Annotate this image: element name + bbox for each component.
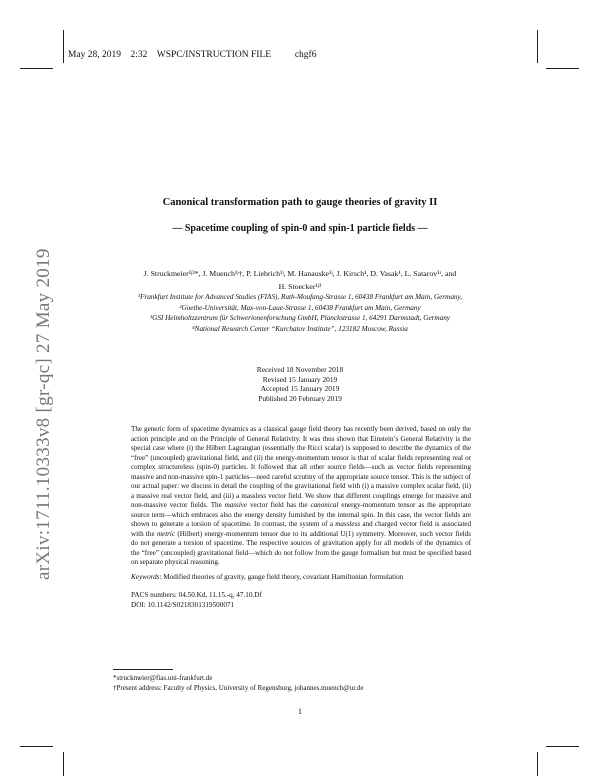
abstract-emphasis: massless	[335, 520, 361, 528]
authors-line: H. Stoecker¹ʲ³	[278, 282, 322, 291]
crop-mark	[546, 68, 579, 69]
date-published: Published 20 February 2019	[258, 393, 342, 403]
abstract-text: (Hilbert) energy-momentum tensor due to its additional U(1) symmetry. Moreover, such vector fields do not generate a torsion of spacetime. The respective sources of gravitation apply for all models of the dynamics of the “free” (uncoupled) gravitational field—which do not follow from the gauge formalism but must be specified based on separate physical reasoning.	[131, 529, 471, 566]
date-revised: Revised 15 January 2019	[262, 374, 338, 384]
date-received: Received 18 November 2018	[256, 365, 344, 374]
affiliation: ¹Frankfurt Institute for Advanced Studies (FIAS), Ruth-Moufang-Strasse 1, 60438 Frankfurt am Main, Germany,	[137, 293, 463, 301]
affiliation: ³GSI Helmholtzzentrum für Schwerionenforschung GmbH, Planckstrasse 1, 64291 Darmstadt, Germany	[149, 314, 450, 322]
pacs-numbers: PACS numbers: 04.50.Kd, 11.15.-q, 47.10.Df	[131, 591, 262, 599]
crop-mark	[63, 752, 64, 776]
affiliation: ⁴National Research Center “Kurchatov Institute”, 123182 Moscow, Russia	[192, 324, 408, 333]
page-number: 1	[298, 707, 302, 716]
footnote-email: *struckmeier@fias.uni-frankfurt.de	[113, 674, 213, 682]
publication-dates	[0, 365, 600, 403]
abstract-text: The generic form of spacetime dynamics as a classical gauge field theory has recently been derived, based on only the action principle and on the Principle of General Relativity. It was thus shown that Einstein’s General Relativity is the special case where (i) the Hilbert Lagrangian (essentially the Ricci scalar) is supposed to describe the dynamics of the “free” (uncoupled) gravitational field, and (ii) the energy-momentum tensor is that of scalar fields representing real or complex structureless (spin-0) particles. It followed that all other source fields—such as vector fields representing massive and non-massive spin-1 particles—need careful scrutiny of the appropriate source tensor. This is the subject of our actual paper: we discuss in detail the coupling of the gravitational field with (i) a massive complex scalar field, (ii) a massive real vector field, and (iii) a massless vector field. We show that different couplings emerge for massive and non-massive vector fields. The	[131, 425, 471, 509]
crop-mark	[546, 746, 579, 747]
paper-subtitle: — Spacetime coupling of spin-0 and spin-1 particle fields —	[172, 223, 428, 234]
affiliation: ²Goethe-Universität, Max-von-Laue-Strasse 1, 60438 Frankfurt am Main, Germany	[179, 303, 421, 312]
abstract	[131, 425, 471, 568]
keywords-text: : Modified theories of gravity, gauge field theory, covariant Hamiltonian formulation	[159, 573, 404, 581]
affiliations	[100, 292, 500, 334]
header-label: WSPC/INSTRUCTION FILE	[156, 50, 272, 60]
author-list	[110, 267, 490, 293]
running-header	[68, 50, 316, 60]
doi: DOI: 10.1142/S0218301319500071	[131, 600, 235, 609]
paper-title: Canonical transformation path to gauge theories of gravity II	[162, 197, 438, 208]
keywords	[131, 573, 471, 581]
keywords-label: Keywords	[131, 573, 160, 581]
crop-mark	[537, 30, 538, 63]
header-time: 2:32	[130, 50, 148, 60]
crop-mark	[537, 752, 538, 776]
abstract-text: and charged vector field is associated with the	[131, 520, 471, 538]
authors-line: J. Struckmeier¹ʲ³*, J. Muench¹ʲ†, P. Liebrich¹ʲ, M. Hanauske¹ʲ, J. Kirsch¹, D. Vasak¹, L. Satarov¹ʴ, and	[143, 269, 457, 278]
date-accepted: Accepted 15 January 2019	[260, 384, 340, 393]
crop-mark	[20, 68, 53, 69]
arxiv-stamp-text: arXiv:1711.10333v8 [gr-qc] 27 May 2019	[33, 248, 54, 580]
abstract-text: energy-momentum tensor as the appropriate source term—which embraces also the energy density furnished by the internal spin. In this case, the vector fields are shown to generate a torsion of spacetime. In contrast, the system of a	[131, 501, 471, 528]
header-file: chgf6	[294, 50, 317, 60]
footnote-present-address: †Present address: Faculty of Physics, University of Regensburg, johannes.muench@ur.de	[113, 683, 364, 692]
header-date: May 28, 2019	[68, 50, 122, 60]
classification	[131, 591, 262, 610]
crop-mark	[63, 30, 64, 63]
footnotes	[113, 674, 364, 693]
abstract-emphasis: canonical	[310, 501, 339, 509]
abstract-emphasis: massive	[224, 501, 248, 509]
crop-mark	[20, 746, 53, 747]
footnote-rule	[113, 669, 173, 670]
abstract-text: vector field has the	[247, 501, 311, 509]
abstract-emphasis: metric	[156, 529, 176, 538]
